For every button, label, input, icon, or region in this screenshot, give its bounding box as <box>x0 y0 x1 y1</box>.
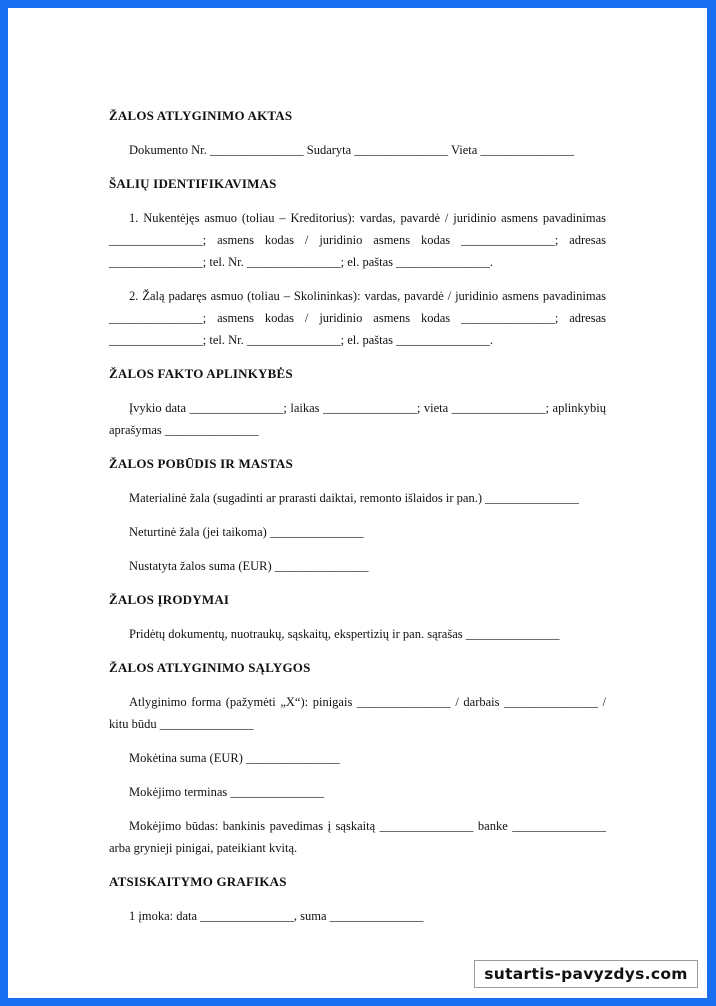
paragraph-damage-amount: Nustatyta žalos suma (EUR) _______________ <box>129 559 369 573</box>
site-watermark: sutartis-pavyzdys.com <box>474 960 698 988</box>
paragraph-creditor: 1. Nukentėjęs asmuo (toliau – Kreditorius): vardas, pavardė / juridinio asmens pavadinimas _______________; asmens kodas / juridinio asmens kodas _______________; adresas _______________; tel. Nr. _______________; el. paštas _______________. <box>109 211 606 269</box>
paragraph-evidence-list: Pridėtų dokumentų, nuotraukų, sąskaitų, ekspertizių ir pan. sąrašas _______________ <box>129 627 560 641</box>
paragraph-non-material-damage: Neturtinė žala (jei taikoma) _______________ <box>129 525 364 539</box>
document-header-line: Dokumento Nr. _______________ Sudaryta _______________ Vieta _______________ <box>129 143 575 157</box>
paragraph-amount-payable: Mokėtina suma (EUR) _______________ <box>129 751 340 765</box>
section-heading-parties: ŠALIŲ IDENTIFIKAVIMAS <box>109 176 277 191</box>
document-page <box>8 8 707 998</box>
paragraph-payment-term: Mokėjimo terminas _______________ <box>129 785 325 799</box>
paragraph-incident: Įvykio data _______________; laikas _______________; vieta _______________; aplinkybių aprašymas _______________ <box>109 401 606 437</box>
paragraph-installment-1: 1 įmoka: data _______________, suma _______________ <box>129 909 424 923</box>
section-heading-damage-extent: ŽALOS POBŪDIS IR MASTAS <box>109 456 293 471</box>
document-content <box>109 105 606 939</box>
section-heading-compensation-terms: ŽALOS ATLYGINIMO SĄLYGOS <box>109 660 311 675</box>
paragraph-payment-method: Mokėjimo būdas: bankinis pavedimas į sąskaitą _______________ banke _______________ arba grynieji pinigai, pateikiant kvitą. <box>109 819 606 855</box>
paragraph-material-damage: Materialinė žala (sugadinti ar prarasti daiktai, remonto išlaidos ir pan.) _______________ <box>129 491 579 505</box>
paragraph-compensation-form: Atlyginimo forma (pažymėti „X“): pinigais _______________ / darbais _______________ / kitu būdu _______________ <box>109 695 606 731</box>
section-heading-evidence: ŽALOS ĮRODYMAI <box>109 592 230 607</box>
paragraph-debtor: 2. Žalą padaręs asmuo (toliau – Skolininkas): vardas, pavardė / juridinio asmens pavadinimas _______________; asmens kodas / juridinio asmens kodas _______________; adresas _______________; tel. Nr. _______________; el. paštas _______________. <box>109 289 606 347</box>
section-heading-payment-schedule: ATSISKAITYMO GRAFIKAS <box>109 874 287 889</box>
section-heading-circumstances: ŽALOS FAKTO APLINKYBĖS <box>109 366 293 381</box>
document-title: ŽALOS ATLYGINIMO AKTAS <box>109 108 293 123</box>
